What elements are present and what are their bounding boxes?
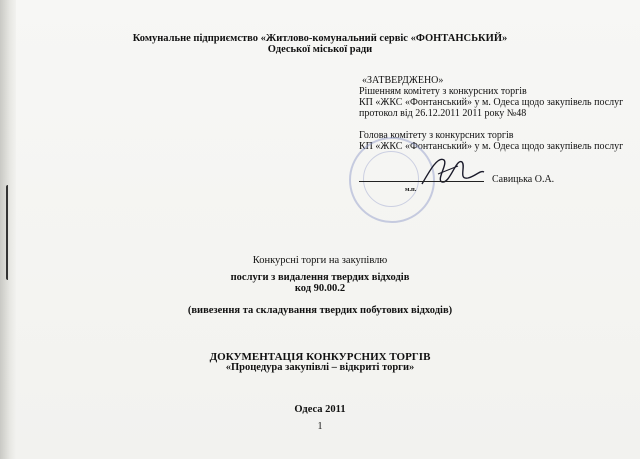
approval-chairman: Голова комітету з конкурсних торгів bbox=[359, 130, 514, 141]
signature-icon bbox=[418, 150, 488, 190]
organization-name: Комунальне підприємство «Житлово-комунальний сервіс «ФОНТАНСЬКИЙ» bbox=[132, 33, 508, 44]
organization-city: Одеської міської ради bbox=[267, 44, 373, 55]
approval-heading: «ЗАТВЕРДЖЕНО» bbox=[362, 75, 444, 86]
stamp-placeholder: м.п. bbox=[405, 186, 417, 193]
signature-line bbox=[359, 181, 484, 182]
service-code: код 90.00.2 bbox=[294, 283, 346, 294]
services-line: послуги з видалення твердих відходів bbox=[230, 272, 410, 283]
city-year: Одеса 2011 bbox=[294, 404, 346, 415]
procedure-type: «Процедура закупівлі – відкриті торги» bbox=[225, 362, 415, 373]
approval-line-2: КП «ЖКС «Фонтанський» у м. Одеса щодо закупівель послуг bbox=[359, 97, 624, 108]
page-number: 1 bbox=[317, 421, 323, 432]
service-detail: (вивезення та складування твердих побутових відходів) bbox=[187, 305, 453, 316]
document-title: ДОКУМЕНТАЦІЯ КОНКУРСНИХ ТОРГІВ bbox=[209, 351, 431, 363]
approval-line-5: КП «ЖКС «Фонтанський» у м. Одеса щодо закупівель послуг bbox=[359, 141, 624, 152]
approval-line-1: Рішенням комітету з конкурсних торгів bbox=[359, 86, 527, 97]
signer-name: Савицька О.А. bbox=[492, 174, 555, 185]
tender-title: Конкурсні торги на закупівлю bbox=[252, 255, 388, 266]
approval-protocol: протокол від 26.12.2011 2011 року №48 bbox=[359, 108, 527, 119]
